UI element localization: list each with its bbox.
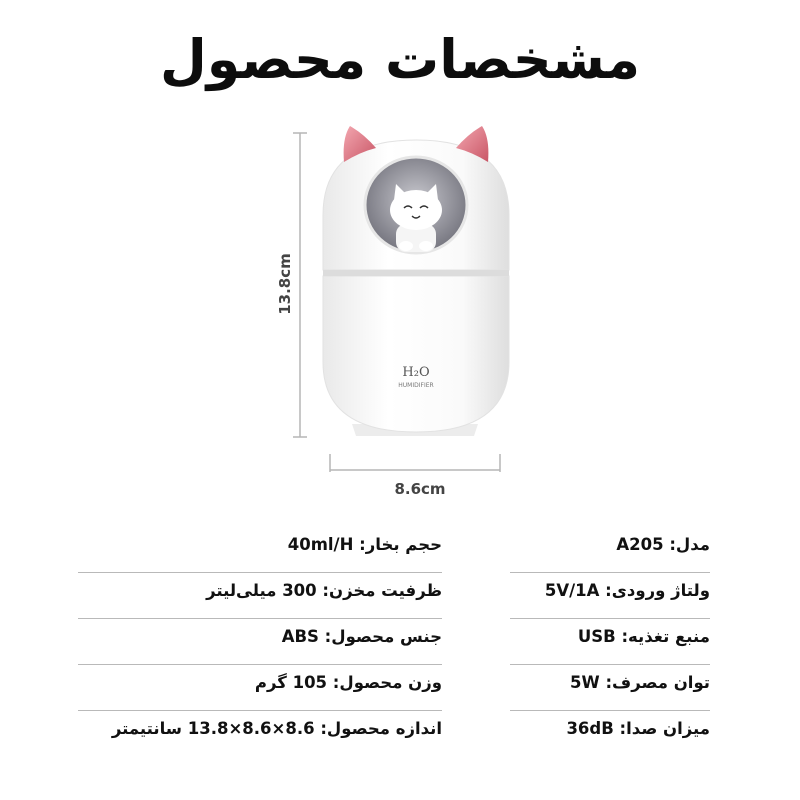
- height-label: 13.8cm: [276, 253, 294, 315]
- spec-row: [510, 573, 710, 619]
- page-title: مشخصات محصول: [159, 28, 641, 91]
- spec-dimensions: اندازه محصول: 8.6×8.6×13.8 سانتیمتر: [111, 719, 442, 738]
- spec-weight: وزن محصول: 105 گرم: [254, 673, 442, 692]
- cat-figurine-icon: [390, 184, 442, 252]
- spec-row: [510, 665, 710, 711]
- height-dimension-line: [293, 133, 307, 437]
- spec-tank-capacity: ظرفیت مخزن: 300 میلی‌لیتر: [206, 581, 442, 600]
- spec-power-consumption: توان مصرف: 5W: [570, 673, 710, 692]
- spec-row: [78, 573, 442, 619]
- spec-row: [78, 527, 442, 573]
- spec-row: [78, 665, 442, 711]
- spec-row: [510, 711, 710, 757]
- spec-noise-level: میزان صدا: 36dB: [566, 719, 710, 738]
- spec-input-voltage: ولتاژ ورودی: 5V/1A: [544, 581, 710, 600]
- width-dimension-line: [330, 454, 500, 472]
- seam-line: [323, 270, 509, 276]
- spec-mist-output: حجم بخار: 40ml/H: [287, 535, 442, 554]
- spec-row: [78, 711, 442, 757]
- spec-power-source: منبع تغذیه: USB: [577, 627, 710, 646]
- width-label: 8.6cm: [394, 480, 446, 498]
- spec-model: مدل: A205: [616, 535, 710, 554]
- spec-row: [78, 619, 442, 665]
- humidifier-lower-body: [323, 276, 509, 432]
- spec-row: [510, 619, 710, 665]
- spec-material: جنس محصول: ABS: [281, 627, 442, 646]
- spec-row: [510, 527, 710, 573]
- humidifier-label: HUMIDIFIER: [398, 382, 434, 389]
- brand-label: H₂O: [402, 365, 430, 380]
